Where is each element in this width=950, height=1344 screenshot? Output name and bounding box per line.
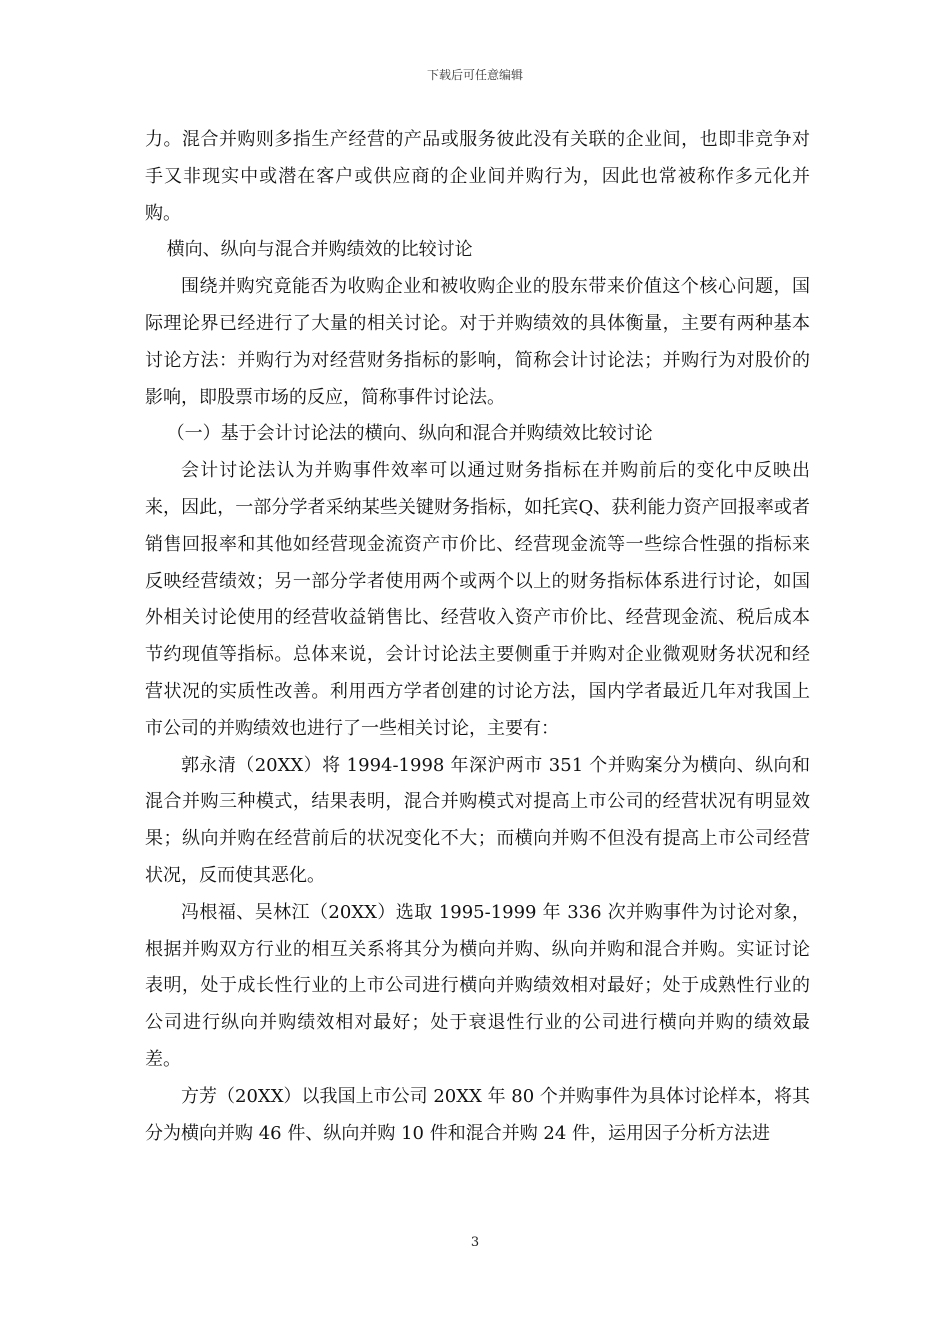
subsection-heading: （一）基于会计讨论法的横向、纵向和混合并购绩效比较讨论 bbox=[166, 423, 653, 445]
paragraph: 冯根福、吴林江（20XX）选取 1995-1999 年 336 次并购事件为讨论对象，根据并购双方行业的相互关系将其分为横向并购、纵向并购和混合并购。实证讨论表明，处于成长性行业的上市公司进行横向并购绩效相对最好；处于成熟性行业的公司进行纵向并购绩效相对最好；处于衰退性行业的公司进行横向并购的绩效最差。 bbox=[145, 901, 810, 1070]
paragraph: 会计讨论法认为并购事件效率可以通过财务指标在并购前后的变化中反映出来，因此，一部分学者采纳某些关键财务指标，如托宾Q、获利能力资产回报率或者销售回报率和其他如经营现金流资产市价比、经营现金流等一些综合性强的指标来反映经营绩效；另一部分学者使用两个或两个以上的财务指标体系进行讨论，如国外相关讨论使用的经营收益销售比、经营收入资产市价比、经营现金流、税后成本节约现值等指标。总体来说，会计讨论法主要侧重于并购对企业微观财务状况和经营状况的实质性改善。利用西方学者创建的讨论方法，国内学者最近几年对我国上市公司的并购绩效也进行了一些相关讨论，主要有： bbox=[145, 460, 810, 739]
document-body bbox=[145, 122, 810, 1152]
paragraph: 围绕并购究竟能否为收购企业和被收购企业的股东带来价值这个核心问题，国际理论界已经进行了大量的相关讨论。对于并购绩效的具体衡量，主要有两种基本讨论方法：并购行为对经营财务指标的影响，简称会计讨论法；并购行为对股价的影响，即股票市场的反应，简称事件讨论法。 bbox=[145, 276, 810, 408]
paragraph: 方芳（20XX）以我国上市公司 20XX 年 80 个并购事件为具体讨论样本，将其分为横向并购 46 件、纵向并购 10 件和混合并购 24 件，运用因子分析方法进 bbox=[145, 1085, 810, 1144]
page-number: 3 bbox=[470, 1235, 480, 1250]
paragraph: 郭永清（20XX）将 1994-1998 年深沪两市 351 个并购案分为横向、纵向和混合并购三种模式，结果表明，混合并购模式对提高上市公司的经营状况有明显效果；纵向并购在经营前后的状况变化不大；而横向并购不但没有提高上市公司经营状况，反而使其恶化。 bbox=[145, 754, 810, 886]
paragraph-continuation: 力。混合并购则多指生产经营的产品或服务彼此没有关联的企业间，也即非竞争对手又非现实中或潜在客户或供应商的企业间并购行为，因此也常被称作多元化并购。 bbox=[145, 129, 810, 224]
page-header: 下载后可任意编辑 bbox=[426, 68, 523, 82]
section-heading: 横向、纵向与混合并购绩效的比较讨论 bbox=[166, 239, 473, 261]
